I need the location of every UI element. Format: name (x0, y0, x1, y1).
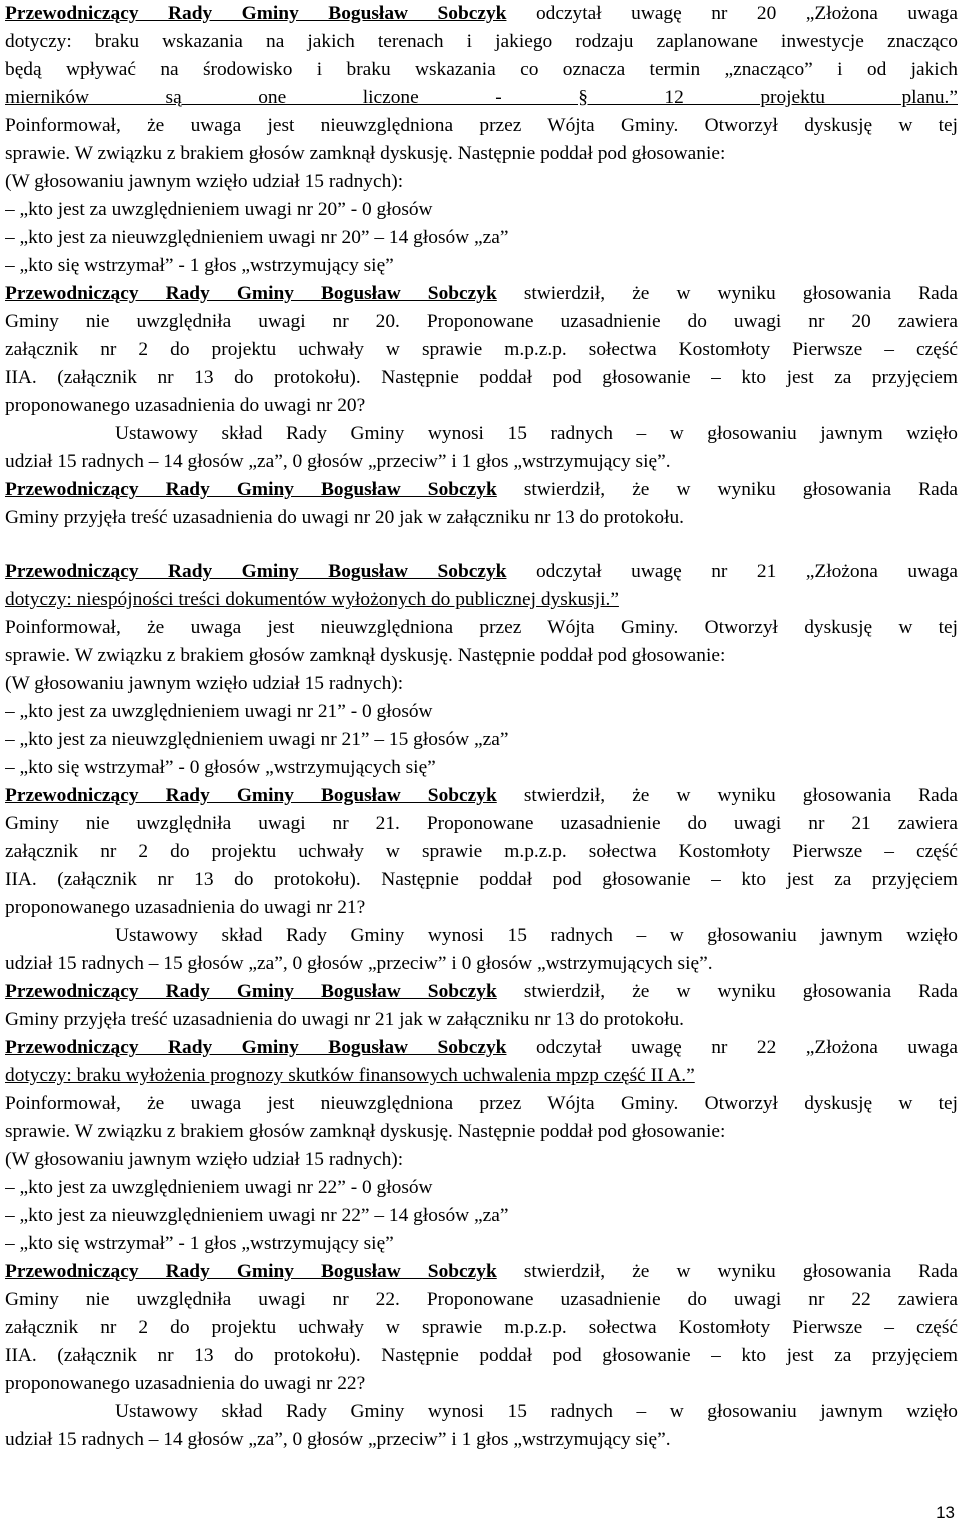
text-segment: Ustawowy skład Rady Gminy wynosi 15 radnych – w głosowaniu jawnym wzięło (115, 925, 958, 946)
text-line (5, 224, 958, 252)
text-line (5, 558, 958, 586)
text-line (5, 1090, 958, 1118)
text-segment: Gminy nie uwzględniła uwagi nr 22. Proponowane uzasadnienie do uwagi nr 22 zawiera (5, 1289, 958, 1310)
text-segment: Gminy nie uwzględniła uwagi nr 20. Proponowane uzasadnienie do uwagi nr 20 zawiera (5, 311, 958, 332)
text-line (5, 1118, 958, 1146)
text-segment: stwierdził, że w wyniku głosowania Rada (496, 479, 958, 500)
text-line (5, 978, 958, 1006)
text-line (5, 642, 958, 670)
text-segment: proponowanego uzasadnienia do uwagi nr 22? (5, 1373, 366, 1394)
text-line (5, 922, 958, 950)
text-line (5, 504, 958, 532)
text-segment: Gminy przyjęła treść uzasadnienia do uwagi nr 21 jak w załączniku nr 13 do protokołu. (5, 1009, 685, 1030)
text-line (5, 1146, 958, 1174)
speaker-name: Przewodniczący Rady Gminy Bogusław Sobczyk (5, 785, 497, 806)
text-line (5, 1034, 958, 1062)
text-line (5, 726, 958, 754)
text-segment: Ustawowy skład Rady Gminy wynosi 15 radnych – w głosowaniu jawnym wzięło (115, 1401, 958, 1422)
text-segment: sprawie. W związku z brakiem głosów zamknął dyskusję. Następnie poddał pod głosowanie: (5, 143, 726, 164)
text-segment: – „kto jest za nieuwzględnieniem uwagi nr 22” – 14 głosów „za” (5, 1205, 509, 1226)
page-number: 13 (936, 1503, 955, 1522)
speaker-name: Przewodniczący Rady Gminy Bogusław Sobczyk (5, 561, 507, 582)
text-segment: odczytał uwagę nr 21 „Złożona uwaga (506, 561, 958, 582)
text-segment: odczytał uwagę nr 20 „Złożona uwaga (506, 3, 958, 24)
text-segment: stwierdził, że w wyniku głosowania Rada (496, 1261, 958, 1282)
text-line (5, 670, 958, 698)
text-line (5, 1174, 958, 1202)
text-line (5, 754, 958, 782)
text-segment: Ustawowy skład Rady Gminy wynosi 15 radnych – w głosowaniu jawnym wzięło (115, 423, 958, 444)
text-line (5, 56, 958, 84)
text-segment: – „kto się wstrzymał” - 1 głos „wstrzymujący się” (5, 1233, 394, 1254)
text-segment: odczytał uwagę nr 22 „Złożona uwaga (506, 1037, 958, 1058)
text-line (5, 698, 958, 726)
speaker-name: Przewodniczący Rady Gminy Bogusław Sobczyk (5, 283, 497, 304)
text-segment: – „kto jest za uwzględnieniem uwagi nr 21” - 0 głosów (5, 701, 433, 722)
text-segment: dotyczy: braku wyłożenia prognozy skutków finansowych uchwalenia mpzp część II A.” (5, 1065, 695, 1086)
text-line (5, 1230, 958, 1258)
text-segment: – „kto jest za uwzględnieniem uwagi nr 22” - 0 głosów (5, 1177, 433, 1198)
text-line (5, 614, 958, 642)
text-line (5, 252, 958, 280)
text-line (5, 28, 958, 56)
text-line (5, 586, 958, 614)
paragraph-gap (5, 532, 958, 558)
text-line (5, 196, 958, 224)
text-line (5, 838, 958, 866)
text-line (5, 1006, 958, 1034)
text-segment: (W głosowaniu jawnym wzięło udział 15 radnych): (5, 673, 404, 694)
text-line (5, 336, 958, 364)
text-line (5, 420, 958, 448)
text-line (5, 168, 958, 196)
text-line (5, 1426, 958, 1454)
text-line (5, 1398, 958, 1426)
text-segment: IIA. (załącznik nr 13 do protokołu). Następnie poddał pod głosowanie – kto jest za przyjęciem (5, 367, 958, 388)
text-line (5, 1258, 958, 1286)
text-line (5, 866, 958, 894)
text-line (5, 84, 958, 112)
text-segment: proponowanego uzasadnienia do uwagi nr 21? (5, 897, 366, 918)
speaker-name: Przewodniczący Rady Gminy Bogusław Sobczyk (5, 3, 507, 24)
text-segment: sprawie. W związku z brakiem głosów zamknął dyskusję. Następnie poddał pod głosowanie: (5, 645, 726, 666)
text-line (5, 476, 958, 504)
text-segment: – „kto jest za nieuwzględnieniem uwagi nr 21” – 15 głosów „za” (5, 729, 509, 750)
text-line (5, 392, 958, 420)
speaker-name: Przewodniczący Rady Gminy Bogusław Sobczyk (5, 981, 497, 1002)
text-segment: Gminy przyjęła treść uzasadnienia do uwagi nr 20 jak w załączniku nr 13 do protokołu. (5, 507, 685, 528)
text-line (5, 448, 958, 476)
text-segment: Poinformował, że uwaga jest nieuwzględniona przez Wójta Gminy. Otworzył dyskusję w tej (5, 115, 958, 136)
speaker-name: Przewodniczący Rady Gminy Bogusław Sobczyk (5, 1261, 497, 1282)
text-segment: (W głosowaniu jawnym wzięło udział 15 radnych): (5, 171, 404, 192)
text-line (5, 1342, 958, 1370)
text-segment: będą wpływać na środowisko i braku wskazania co oznacza termin „znacząco” i od jakich (5, 59, 958, 80)
text-segment: Poinformował, że uwaga jest nieuwzględniona przez Wójta Gminy. Otworzył dyskusję w tej (5, 617, 958, 638)
text-line (5, 280, 958, 308)
text-segment: Gminy nie uwzględniła uwagi nr 21. Proponowane uzasadnienie do uwagi nr 21 zawiera (5, 813, 958, 834)
text-segment: IIA. (załącznik nr 13 do protokołu). Następnie poddał pod głosowanie – kto jest za przyjęciem (5, 1345, 958, 1366)
text-segment: – „kto jest za nieuwzględnieniem uwagi nr 20” – 14 głosów „za” (5, 227, 509, 248)
speaker-name: Przewodniczący Rady Gminy Bogusław Sobczyk (5, 479, 497, 500)
text-segment: (W głosowaniu jawnym wzięło udział 15 radnych): (5, 1149, 404, 1170)
speaker-name: Przewodniczący Rady Gminy Bogusław Sobczyk (5, 1037, 507, 1058)
text-line (5, 140, 958, 168)
text-line (5, 0, 958, 28)
text-line (5, 112, 958, 140)
text-segment: Poinformował, że uwaga jest nieuwzględniona przez Wójta Gminy. Otworzył dyskusję w tej (5, 1093, 958, 1114)
text-line (5, 894, 958, 922)
text-segment: udział 15 radnych – 14 głosów „za”, 0 głosów „przeciw” i 1 głos „wstrzymujący się”. (5, 1429, 671, 1450)
text-line (5, 1202, 958, 1230)
text-segment: – „kto się wstrzymał” - 1 głos „wstrzymujący się” (5, 255, 394, 276)
text-segment: stwierdził, że w wyniku głosowania Rada (496, 283, 958, 304)
text-segment: mierników są one liczone - § 12 projektu planu.” (5, 87, 958, 108)
text-segment: stwierdził, że w wyniku głosowania Rada (496, 785, 958, 806)
text-line (5, 810, 958, 838)
text-segment: IIA. (załącznik nr 13 do protokołu). Następnie poddał pod głosowanie – kto jest za przyjęciem (5, 869, 958, 890)
text-segment: sprawie. W związku z brakiem głosów zamknął dyskusję. Następnie poddał pod głosowanie: (5, 1121, 726, 1142)
text-segment: proponowanego uzasadnienia do uwagi nr 20? (5, 395, 366, 416)
text-line (5, 1370, 958, 1398)
text-segment: stwierdził, że w wyniku głosowania Rada (496, 981, 958, 1002)
text-line (5, 782, 958, 810)
text-line (5, 308, 958, 336)
text-line (5, 1314, 958, 1342)
text-segment: udział 15 radnych – 15 głosów „za”, 0 głosów „przeciw” i 0 głosów „wstrzymujących się”. (5, 953, 713, 974)
text-segment: udział 15 radnych – 14 głosów „za”, 0 głosów „przeciw” i 1 głos „wstrzymujący się”. (5, 451, 671, 472)
text-line (5, 950, 958, 978)
text-line (5, 364, 958, 392)
text-segment: dotyczy: niespójności treści dokumentów wyłożonych do publicznej dyskusji.” (5, 589, 619, 610)
text-segment: załącznik nr 2 do projektu uchwały w sprawie m.p.z.p. sołectwa Kostomłoty Pierwsze – część (5, 339, 958, 360)
text-segment: – „kto jest za uwzględnieniem uwagi nr 20” - 0 głosów (5, 199, 433, 220)
document-body (5, 0, 958, 1454)
text-line (5, 1286, 958, 1314)
text-segment: załącznik nr 2 do projektu uchwały w sprawie m.p.z.p. sołectwa Kostomłoty Pierwsze – część (5, 1317, 958, 1338)
text-line (5, 1062, 958, 1090)
text-segment: – „kto się wstrzymał” - 0 głosów „wstrzymujących się” (5, 757, 436, 778)
text-segment: załącznik nr 2 do projektu uchwały w sprawie m.p.z.p. sołectwa Kostomłoty Pierwsze – część (5, 841, 958, 862)
text-segment: dotyczy: braku wskazania na jakich terenach i jakiego rodzaju zaplanowane inwestycje znacząco (5, 31, 958, 52)
